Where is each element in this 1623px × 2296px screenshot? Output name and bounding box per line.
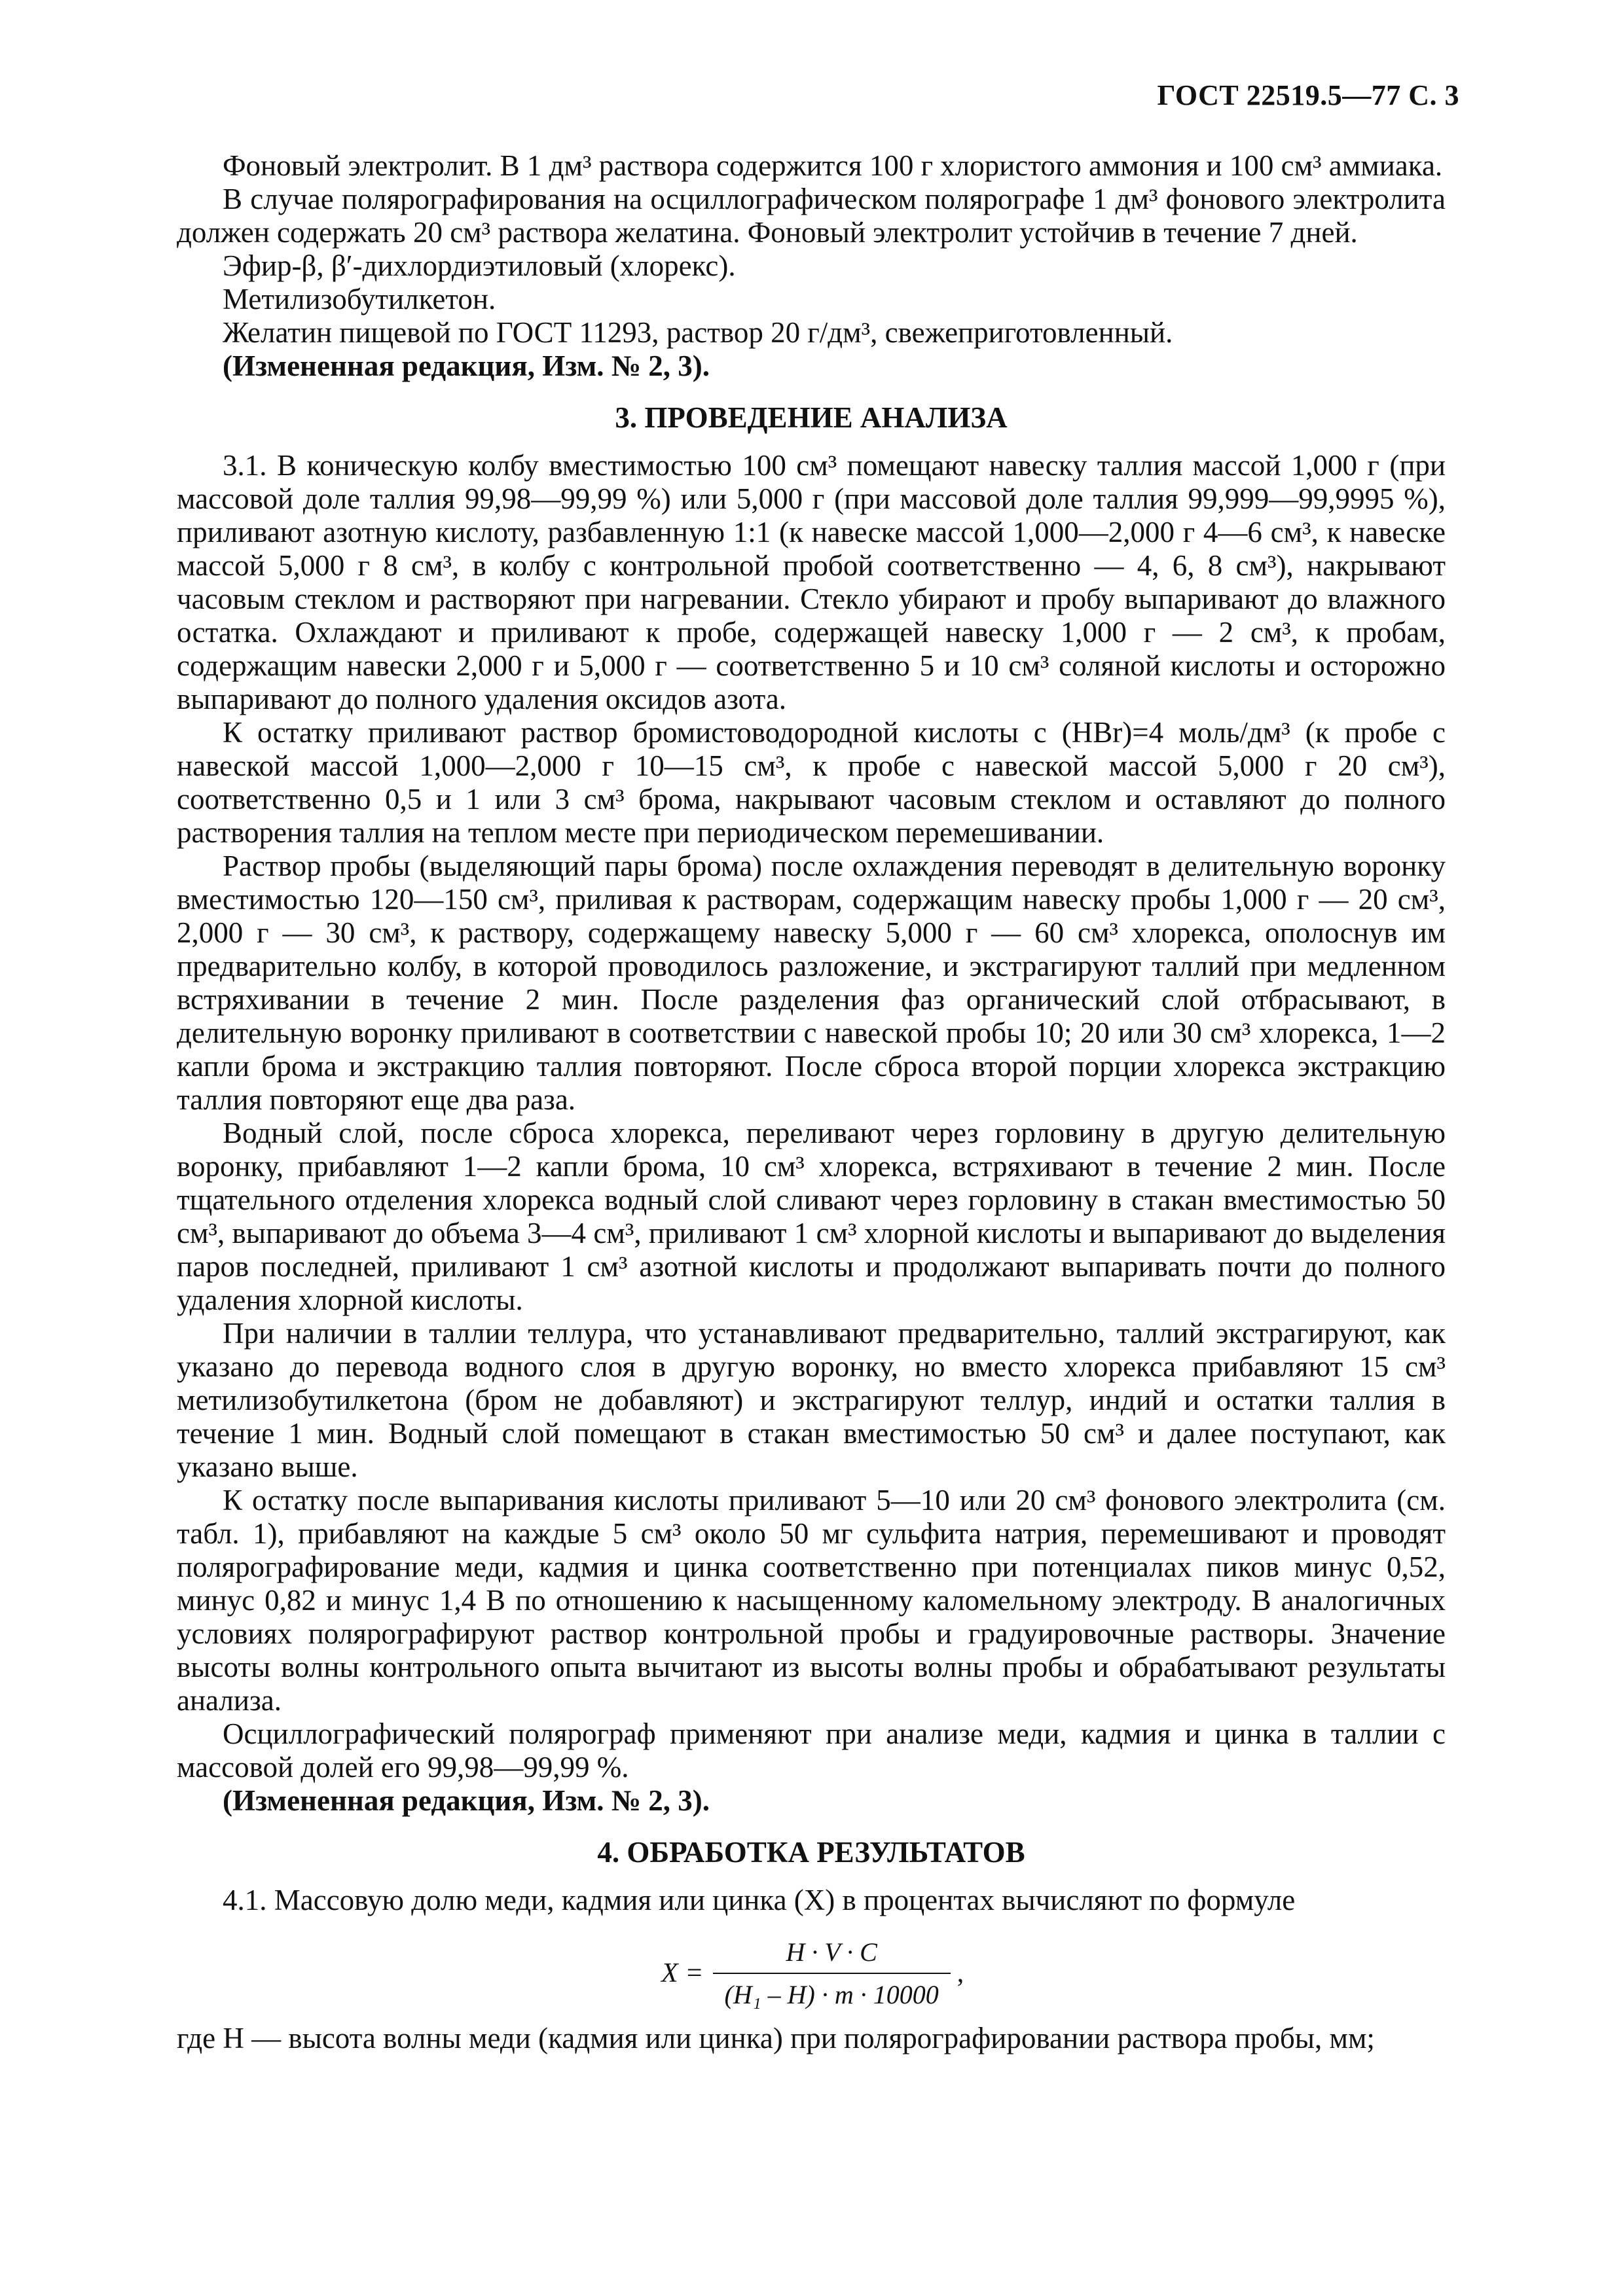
reagent-gelatin: Желатин пищевой по ГОСТ 11293, раствор 20 г/дм³, свежеприготовленный. bbox=[223, 316, 1173, 349]
amendment-note-1: (Измененная редакция, Изм. № 2, 3). bbox=[223, 350, 710, 382]
page-content bbox=[177, 149, 1446, 2055]
section-3-paragraph-6: К остатку после выпаривания кислоты приливают 5—10 или 20 см³ фонового электролита (см. табл. 1), прибавляют на каждые 5 см³ около 50 мг сульфита натрия, перемешивают и проводят полярографирование меди, кадмия и цинка соответственно при потенциалах пиков минус 0,52, минус 0,82 и минус 1,4 В по отношению к насыщенному каломельному электроду. В аналогичных условиях полярографируют раствор контрольной пробы и градуировочные растворы. Значение высоты волны контрольного опыта вычитают из высоты волны пробы и обрабатывают результаты анализа. bbox=[177, 1484, 1446, 1717]
formula-lhs: X = bbox=[661, 1958, 704, 1988]
section-3-title: 3. ПРОВЕДЕНИЕ АНАЛИЗА bbox=[615, 401, 1008, 434]
mass-fraction-formula bbox=[661, 1935, 964, 2011]
formula-denominator: (H₁ – H) · m · 10000 bbox=[713, 1973, 951, 2011]
formula-fraction bbox=[713, 1935, 951, 2011]
section-3-paragraph-2: К остатку приливают раствор бромистоводородной кислоты с (HBr)=4 моль/дм³ (к пробе с навеской массой 1,000—2,000 г 10—15 см³, к пробе с навеской массой 5,000 г 20 см³), соответственно 0,5 и 1 или 3 см³ брома, накрывают часовым стеклом и оставляют до полного растворения таллия на теплом месте при периодическом перемешивании. bbox=[177, 716, 1446, 849]
section-3-paragraph-7: Осциллографический полярограф применяют при анализе меди, кадмия и цинка в таллии с массовой долей его 99,98—99,99 %. bbox=[177, 1717, 1446, 1784]
formula-numerator: H · V · C bbox=[786, 1937, 877, 1967]
section-4-paragraph-1: 4.1. Массовую долю меди, кадмия или цинка (X) в процентах вычисляют по формуле bbox=[223, 1884, 1296, 1916]
reagent-gelatin-note: В случае полярографирования на осциллографическом полярографе 1 дм³ фонового электролита должен содержать 20 см³ раствора желатина. Фоновый электролит устойчив в течение 7 дней. bbox=[177, 183, 1446, 249]
section-3-paragraph-5: При наличии в таллии теллура, что устанавливают предварительно, таллий экстрагируют, как указано до перевода водного слоя в другую воронку, но вместо хлорекса прибавляют 15 см³ метилизобутилкетона (бром не добавляют) и экстрагируют теллур, индий и остатки таллия в течение 1 мин. Водный слой помещают в стакан вместимостью 50 см³ и далее поступают, как указано выше. bbox=[177, 1317, 1446, 1483]
section-3-paragraph-3: Раствор пробы (выделяющий пары брома) после охлаждения переводят в делительную воронку вместимостью 120—150 см³, приливая к растворам, содержащим навеску пробы 1,000 г — 20 см³, 2,000 г — 30 см³, к раствору, содержащему навеску 5,000 г — 60 см³ хлорекса, ополоснув им предварительно колбу, в которой проводилось разложение, и экстрагируют таллий при медленном встряхивании в течение 2 мин. После разделения фаз органический слой отбрасывают, в делительную воронку приливают в соответствии с навеской пробы 10; 20 или 30 см³ хлорекса, 1—2 капли брома и экстракцию таллия повторяют. После сброса второй порции хлорекса экстракцию таллия повторяют еще два раза. bbox=[177, 850, 1446, 1116]
reagent-chlorex: Эфир-β, β′-дихлордиэтиловый (хлорекс). bbox=[223, 249, 736, 282]
formula-block bbox=[177, 1924, 1446, 2022]
reagent-mibk: Метилизобутилкетон. bbox=[223, 283, 496, 315]
page-header: ГОСТ 22519.5—77 С. 3 bbox=[1157, 79, 1459, 111]
formula-where-clause: где H — высота волны меди (кадмия или цинка) при полярографировании раствора пробы, мм; bbox=[177, 2022, 1375, 2054]
reagent-background-electrolyte: Фоновый электролит. В 1 дм³ раствора содержится 100 г хлористого аммония и 100 см³ аммиака. bbox=[223, 149, 1443, 182]
amendment-note-2: (Измененная редакция, Изм. № 2, 3). bbox=[223, 1784, 710, 1817]
section-4-title: 4. ОБРАБОТКА РЕЗУЛЬТАТОВ bbox=[597, 1836, 1025, 1869]
formula-trail: , bbox=[957, 1958, 964, 1988]
section-3-paragraph-4: Водный слой, после сброса хлорекса, переливают через горловину в другую делительную воронку, прибавляют 1—2 капли брома, 10 см³ хлорекса, встряхивают в течение 2 мин. После тщательного отделения хлорекса водный слой сливают через горловину в стакан вместимостью 50 см³, выпаривают до объема 3—4 см³, приливают 1 см³ хлорной кислоты и выпаривают до выделения паров последней, приливают 1 см³ азотной кислоты и продолжают выпаривать почти до полного удаления хлорной кислоты. bbox=[177, 1117, 1446, 1316]
section-3-paragraph-1: 3.1. В коническую колбу вместимостью 100 см³ помещают навеску таллия массой 1,000 г (при массовой доле таллия 99,98—99,99 %) или 5,000 г (при массовой доле таллия 99,999—99,9995 %), приливают азотную кислоту, разбавленную 1:1 (к навеске массой 1,000—2,000 г 4—6 см³, к навеске массой 5,000 г 8 см³, в колбу с контрольной пробой соответственно — 4, 6, 8 см³), накрывают часовым стеклом и растворяют при нагревании. Стекло убирают и пробу выпаривают до влажного остатка. Охлаждают и приливают к пробе, содержащей навеску 1,000 г — 2 см³, к пробам, содержащим навески 2,000 г и 5,000 г — соответственно 5 и 10 см³ соляной кислоты и осторожно выпаривают до полного удаления оксидов азота. bbox=[177, 449, 1446, 715]
